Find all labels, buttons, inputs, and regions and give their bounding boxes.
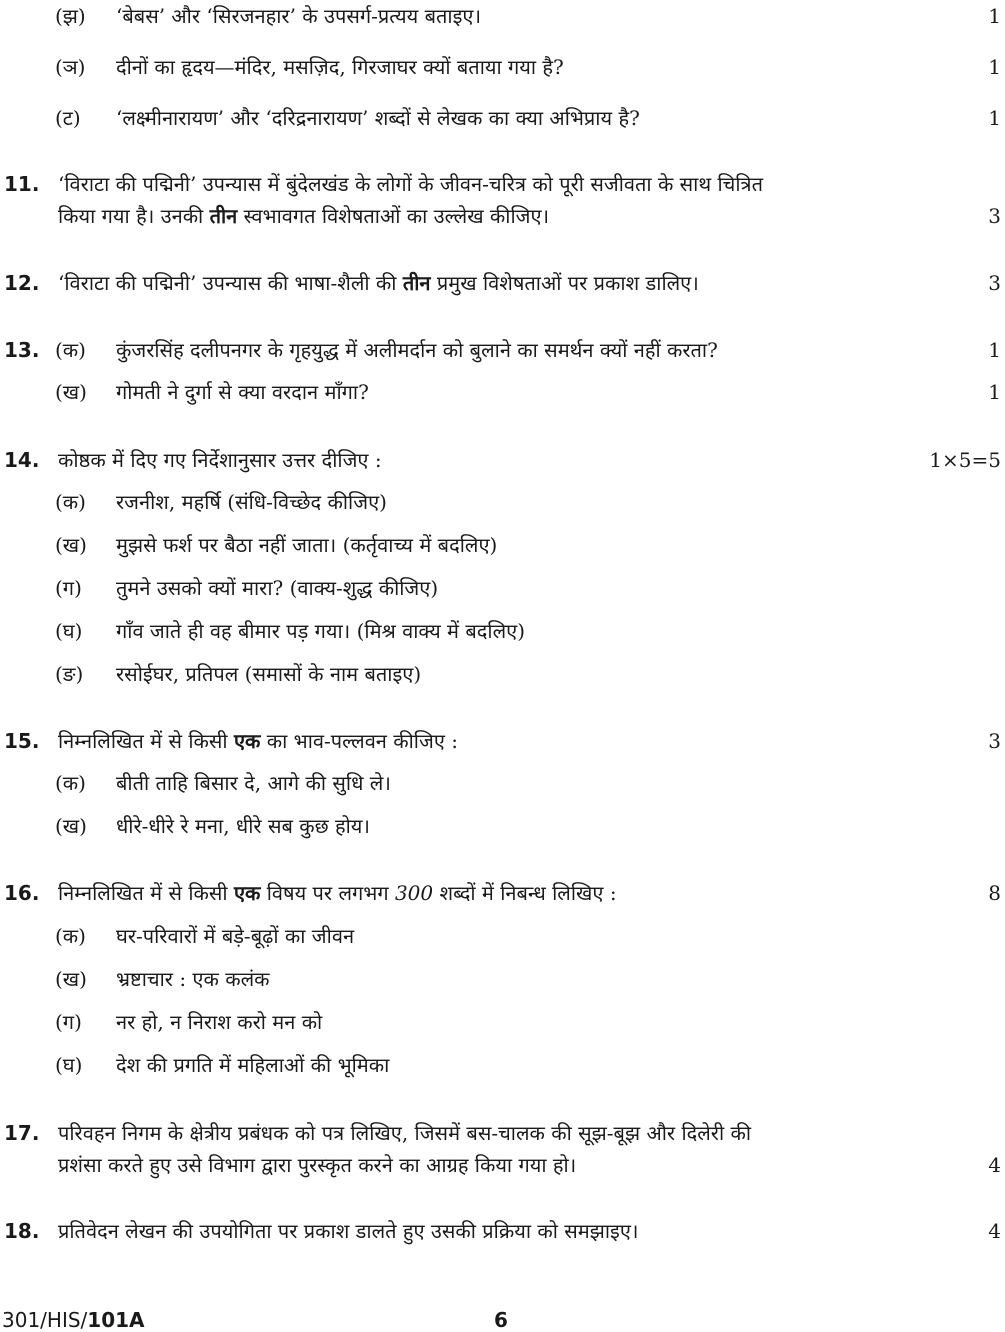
marks: 3 (988, 204, 1001, 228)
question-12 (0, 268, 1005, 298)
question-11-line-2 (0, 201, 1005, 231)
question-16 (0, 878, 1005, 908)
marks: 1 (988, 55, 1001, 79)
question-11-line-1 (0, 169, 1005, 199)
word-count: 300 (394, 881, 434, 905)
text-part: निम्नलिखित में से किसी (58, 729, 234, 753)
text-part: किया गया है। उनकी (58, 204, 210, 228)
marks: 3 (988, 729, 1001, 753)
question-text: कोष्ठक में दिए गए निर्देशानुसार उत्तर दीजिए : (58, 448, 382, 472)
sub-label: (क) (55, 338, 86, 362)
paper-code-suffix: 101A (87, 1308, 145, 1332)
sub-label: (ट) (55, 106, 81, 130)
question-text: कुंजरसिंह दलीपनगर के गृहयुद्ध में अलीमर्दान को बुलाने का समर्थन क्यों नहीं करता? (116, 338, 718, 362)
text-part: ‘विराटा की पद्मिनी’ उपन्यास की भाषा-शैली की (58, 271, 403, 295)
sub-label: (झ) (55, 4, 86, 28)
question-text: परिवहन निगम के क्षेत्रीय प्रबंधक को पत्र लिखिए, जिसमें बस-चालक की सूझ-बूझ और दिलेरी की (58, 1121, 752, 1145)
item-text: बीती ताहि बिसार दे, आगे की सुधि ले। (116, 771, 391, 795)
question-text (58, 726, 458, 756)
sub-label: (ङ) (55, 662, 84, 686)
text-part: शब्दों में निबन्ध लिखिए : (433, 881, 617, 905)
question-text (58, 878, 617, 908)
text-part: प्रमुख विशेषताओं पर प्रकाश डालिए। (430, 271, 699, 295)
question-text: प्रशंसा करते हुए उसे विभाग द्वारा पुरस्कृत करने का आग्रह किया गया हो। (58, 1153, 577, 1177)
question-13-a (0, 335, 1005, 365)
item-text: तुमने उसको क्यों मारा? (वाक्य-शुद्ध कीजिए) (116, 576, 439, 600)
question-number: 11. (4, 172, 40, 196)
marks: 1 (988, 338, 1001, 362)
question-number: 13. (4, 338, 40, 362)
sub-label: (ख) (55, 967, 87, 991)
paper-code (2, 1308, 145, 1332)
emphasis: एक (233, 881, 261, 905)
sub-label: (क) (55, 924, 86, 948)
question-18 (0, 1216, 1005, 1246)
item-text: रजनीश, महर्षि (संधि-विच्छेद कीजिए) (116, 490, 387, 514)
question-text (58, 201, 549, 231)
question-text: दीनों का हृदय—मंदिर, मसज़िद, गिरजाघर क्यों बताया गया है? (116, 55, 564, 79)
question-14-item (0, 616, 1005, 646)
question-15 (0, 726, 1005, 756)
question-number: 14. (4, 448, 40, 472)
item-text: घर-परिवारों में बड़े-बूढ़ों का जीवन (116, 924, 355, 948)
question-10-ta (0, 103, 1005, 133)
marks: 4 (988, 1153, 1001, 1177)
text-part: स्वभावगत विशेषताओं का उल्लेख कीजिए। (237, 204, 550, 228)
sub-label: (क) (55, 771, 86, 795)
question-17-line-1 (0, 1118, 1005, 1148)
question-14-item (0, 573, 1005, 603)
question-text: ‘लक्ष्मीनारायण’ और ‘दरिद्रनारायण’ शब्दों से लेखक का क्या अभिप्राय है? (116, 106, 640, 130)
sub-label: (घ) (55, 619, 83, 643)
question-text: गोमती ने दुर्गा से क्या वरदान माँगा? (116, 380, 369, 404)
item-text: धीरे-धीरे रे मना, धीरे सब कुछ होय। (116, 814, 370, 838)
marks: 1 (988, 106, 1001, 130)
question-17-line-2 (0, 1150, 1005, 1180)
item-text: भ्रष्टाचार : एक कलंक (116, 967, 270, 991)
sub-label: (घ) (55, 1053, 83, 1077)
marks: 8 (988, 881, 1001, 905)
question-number: 15. (4, 729, 40, 753)
question-number: 12. (4, 271, 40, 295)
question-14 (0, 445, 1005, 475)
item-text: नर हो, न निराश करो मन को (116, 1010, 323, 1034)
question-16-item (0, 1050, 1005, 1080)
question-number: 16. (4, 881, 40, 905)
question-16-item (0, 964, 1005, 994)
marks: 1 (988, 380, 1001, 404)
sub-label: (क) (55, 490, 86, 514)
question-15-item (0, 768, 1005, 798)
paper-code-prefix: 301/HIS/ (2, 1308, 88, 1332)
question-14-item (0, 530, 1005, 560)
question-13-b (0, 377, 1005, 407)
question-10-nya (0, 52, 1005, 82)
emphasis: तीन (402, 271, 431, 295)
question-10-jha (0, 1, 1005, 31)
sub-label: (ख) (55, 380, 87, 404)
question-14-item (0, 487, 1005, 517)
sub-label: (ख) (55, 533, 87, 557)
sub-label: (ग) (55, 1010, 82, 1034)
marks: 1×5=5 (929, 448, 1001, 472)
marks: 1 (988, 4, 1001, 28)
sub-label: (ख) (55, 814, 87, 838)
question-16-item (0, 921, 1005, 951)
question-text: प्रतिवेदन लेखन की उपयोगिता पर प्रकाश डालते हुए उसकी प्रक्रिया को समझाइए। (58, 1219, 639, 1243)
marks: 4 (988, 1219, 1001, 1243)
question-16-item (0, 1007, 1005, 1037)
item-text: गाँव जाते ही वह बीमार पड़ गया। (मिश्र वाक्य में बदलिए) (116, 619, 525, 643)
question-text (58, 268, 699, 298)
marks: 3 (988, 271, 1001, 295)
text-part: निम्नलिखित में से किसी (58, 881, 234, 905)
question-number: 18. (4, 1219, 40, 1243)
emphasis: तीन (209, 204, 238, 228)
item-text: रसोईघर, प्रतिपल (समासों के नाम बताइए) (116, 662, 422, 686)
text-part: का भाव-पल्लवन कीजिए : (260, 729, 458, 753)
page-number: 6 (494, 1308, 508, 1332)
emphasis: एक (233, 729, 261, 753)
item-text: देश की प्रगति में महिलाओं की भूमिका (116, 1053, 390, 1077)
question-14-item (0, 659, 1005, 689)
question-number: 17. (4, 1121, 40, 1145)
question-15-item (0, 811, 1005, 841)
text-part: विषय पर लगभग (260, 881, 395, 905)
question-text: ‘बेबस’ और ‘सिरजनहार’ के उपसर्ग-प्रत्यय बताइए। (116, 4, 482, 28)
question-text: ‘विराटा की पद्मिनी’ उपन्यास में बुंदेलखंड के लोगों के जीवन-चरित्र को पूरी सजीवता के साथ चित्रित (58, 172, 763, 196)
sub-label: (ग) (55, 576, 82, 600)
item-text: मुझसे फर्श पर बैठा नहीं जाता। (कर्तृवाच्य में बदलिए) (116, 533, 498, 557)
sub-label: (ञ) (55, 55, 86, 79)
